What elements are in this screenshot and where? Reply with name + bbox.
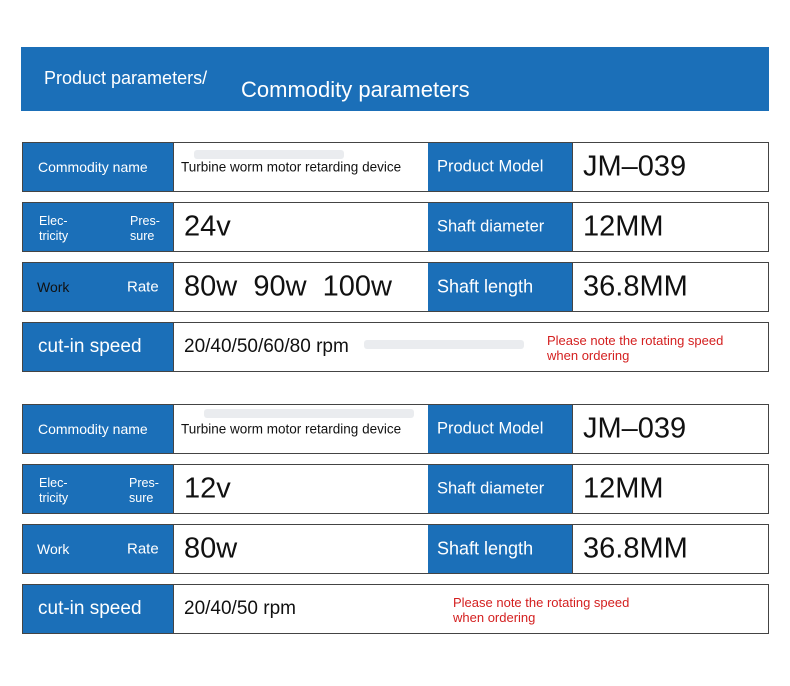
electricity-label: Elec- tricity — [39, 214, 69, 243]
power-value: 80w 90w 100w — [184, 270, 392, 303]
shaft-length-label: Shaft length — [437, 276, 534, 297]
shaft-diameter-value: 12MM — [583, 210, 664, 243]
pressure-label: Pres- sure — [129, 476, 159, 505]
speed-cell — [173, 585, 768, 633]
commodity-name-cell — [173, 143, 428, 191]
product-model-value: JM–039 — [583, 412, 687, 445]
rate-label: Rate — [127, 278, 159, 296]
product-model-label-cell — [428, 143, 572, 191]
shaft-diameter-value: 12MM — [583, 472, 664, 505]
shaft-length-value: 36.8MM — [583, 532, 688, 565]
shaft-length-label: Shaft length — [437, 538, 534, 559]
speed-cell — [173, 323, 768, 371]
header-banner — [21, 47, 769, 111]
commodity-name-label-cell — [23, 405, 173, 453]
commodity-name-value: Turbine worm motor retarding device — [181, 159, 402, 175]
shaft-length-label-cell — [428, 263, 572, 311]
pressure-label: Pres- sure — [130, 214, 160, 243]
electricity-label-cell — [23, 203, 173, 251]
row-cut-in-speed — [22, 584, 769, 634]
electricity-label: Elec- tricity — [39, 476, 69, 505]
commodity-name-cell — [173, 405, 428, 453]
row-commodity-name — [22, 404, 769, 454]
speed-label: cut-in speed — [38, 336, 142, 357]
product-model-label: Product Model — [437, 157, 544, 176]
speed-label-cell — [23, 323, 173, 371]
shaft-diameter-label-cell — [428, 203, 572, 251]
work-rate-label-cell — [23, 263, 173, 311]
speed-label: cut-in speed — [38, 598, 142, 619]
product-model-value: JM–039 — [583, 150, 687, 183]
shaft-diameter-label: Shaft diameter — [437, 479, 545, 498]
shaft-length-value: 36.8MM — [583, 270, 688, 303]
work-label: Work — [37, 279, 70, 295]
speed-value: 20/40/50/60/80 rpm — [184, 336, 349, 357]
row-electricity — [22, 464, 769, 514]
work-label: Work — [37, 541, 70, 557]
power-cell — [173, 525, 428, 573]
shaft-length-cell — [572, 525, 768, 573]
commodity-name-label: Commodity name — [38, 421, 148, 437]
product-model-cell — [572, 405, 768, 453]
row-work-rate — [22, 524, 769, 574]
voltage-cell — [173, 465, 428, 513]
commodity-name-label-cell — [23, 143, 173, 191]
shaft-length-label-cell — [428, 525, 572, 573]
row-commodity-name — [22, 142, 769, 192]
speed-label-cell — [23, 585, 173, 633]
row-electricity — [22, 202, 769, 252]
shaft-diameter-label: Shaft diameter — [437, 217, 545, 236]
row-work-rate — [22, 262, 769, 312]
speed-note: Please note the rotating speed when ordering — [547, 333, 724, 363]
rate-label: Rate — [127, 540, 159, 558]
voltage-value: 12v — [184, 472, 231, 505]
electricity-label-cell — [23, 465, 173, 513]
header-title-part2: Commodity parameters — [241, 77, 470, 102]
header-title-part1: Product parameters/ — [44, 68, 208, 88]
speed-note: Please note the rotating speed when ordering — [453, 595, 630, 625]
product-model-label: Product Model — [437, 419, 544, 438]
power-cell — [173, 263, 428, 311]
voltage-value: 24v — [184, 210, 231, 243]
voltage-cell — [173, 203, 428, 251]
product-model-label-cell — [428, 405, 572, 453]
shaft-diameter-cell — [572, 465, 768, 513]
power-value: 80w — [184, 532, 238, 565]
commodity-name-label: Commodity name — [38, 159, 148, 175]
product-model-cell — [572, 143, 768, 191]
shaft-diameter-label-cell — [428, 465, 572, 513]
shaft-diameter-cell — [572, 203, 768, 251]
row-cut-in-speed — [22, 322, 769, 372]
work-rate-label-cell — [23, 525, 173, 573]
commodity-name-value: Turbine worm motor retarding device — [181, 421, 402, 437]
shaft-length-cell — [572, 263, 768, 311]
speed-value: 20/40/50 rpm — [184, 598, 296, 619]
